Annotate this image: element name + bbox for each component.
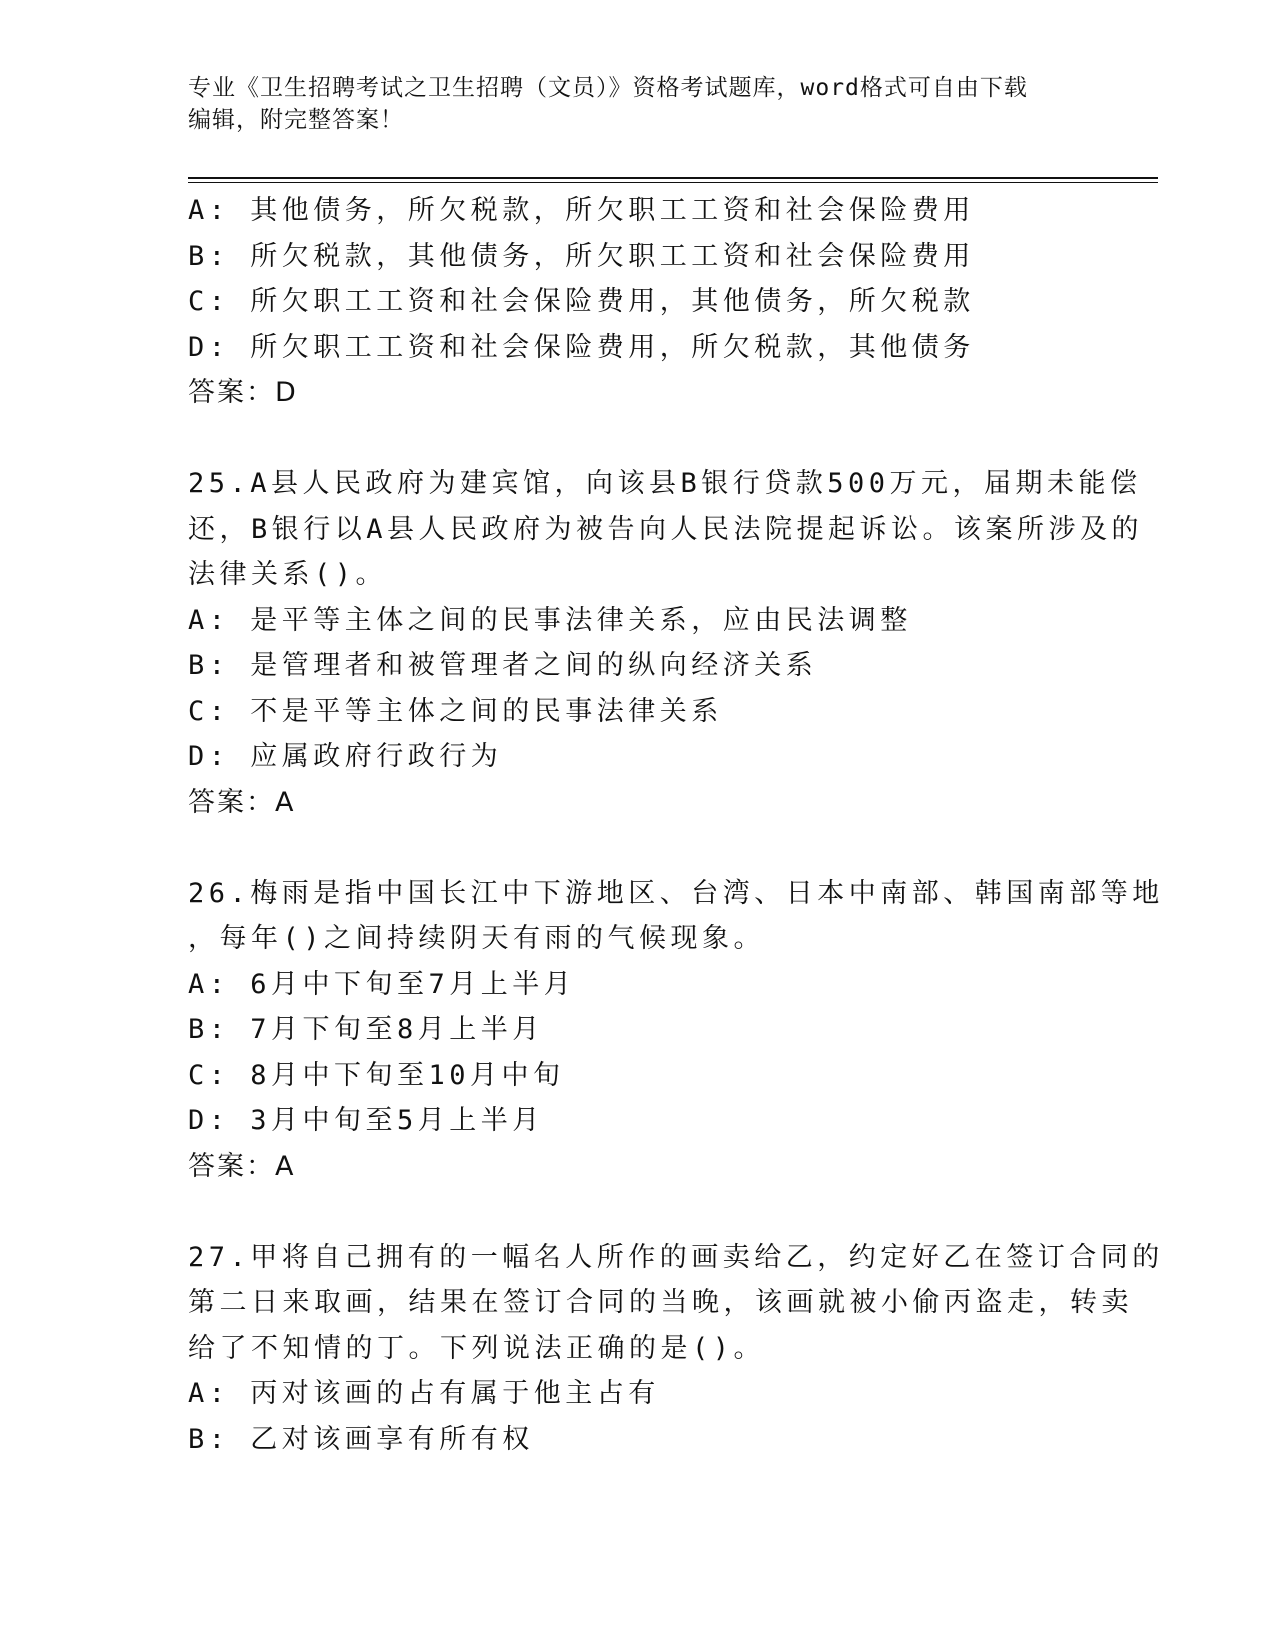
question-stem-line: 27.甲将自己拥有的一幅名人所作的画卖给乙，约定好乙在签订合同的 bbox=[188, 1241, 1164, 1273]
question-26 bbox=[188, 871, 1164, 1190]
question-list bbox=[188, 188, 1164, 1462]
option-c: C: 所欠职工工资和社会保险费用，其他债务，所欠税款 bbox=[188, 286, 975, 317]
option-a: A: 丙对该画的占有属于他主占有 bbox=[188, 1378, 660, 1409]
question-27 bbox=[188, 1235, 1164, 1463]
question-stem-line: 第二日来取画，结果在签订合同的当晚，该画就被小偷丙盗走，转卖 bbox=[188, 1287, 1133, 1318]
question-stem-line: 25.A县人民政府为建宾馆，向该县B银行贷款500万元，届期未能偿 bbox=[188, 468, 1142, 499]
question-stem-line: 还，B银行以A县人民政府为被告向人民法院提起诉讼。该案所涉及的 bbox=[188, 513, 1144, 545]
question-stem-line: ，每年()之间持续阴天有雨的气候现象。 bbox=[188, 923, 766, 954]
question-stem-line: 26.梅雨是指中国长江中下游地区、台湾、日本中南部、韩国南部等地 bbox=[188, 877, 1164, 909]
option-d: D: 3月中旬至5月上半月 bbox=[188, 1105, 544, 1136]
option-b: B: 所欠税款，其他债务，所欠职工工资和社会保险费用 bbox=[188, 240, 975, 272]
answer: 答案：A bbox=[188, 786, 296, 818]
answer: 答案：D bbox=[188, 377, 298, 408]
header-divider-thick bbox=[188, 177, 1158, 179]
spacer bbox=[188, 825, 1088, 871]
header-line-1: 专业《卫生招聘考试之卫生招聘（文员）》资格考试题库，word格式可自由下载 bbox=[188, 75, 1028, 101]
option-d: D: 所欠职工工资和社会保险费用，所欠税款，其他债务 bbox=[188, 331, 975, 363]
spacer bbox=[188, 1189, 1088, 1235]
option-b: B: 7月下旬至8月上半月 bbox=[188, 1014, 544, 1045]
header-divider-thin bbox=[188, 182, 1158, 183]
option-a: A: 是平等主体之间的民事法律关系，应由民法调整 bbox=[188, 604, 912, 636]
document-header bbox=[188, 72, 1088, 136]
option-b: B: 乙对该画享有所有权 bbox=[188, 1423, 534, 1455]
question-stem-line: 法律关系()。 bbox=[188, 559, 388, 590]
question-24 bbox=[188, 188, 1088, 416]
option-c: C: 不是平等主体之间的民事法律关系 bbox=[188, 695, 723, 727]
question-25 bbox=[188, 461, 1144, 825]
option-a: A: 其他债务，所欠税款，所欠职工工资和社会保险费用 bbox=[188, 195, 975, 226]
header-line-2: 编辑，附完整答案！ bbox=[188, 107, 404, 133]
option-a: A: 6月中下旬至7月上半月 bbox=[188, 968, 576, 1000]
answer: 答案：A bbox=[188, 1150, 296, 1182]
option-b: B: 是管理者和被管理者之间的纵向经济关系 bbox=[188, 650, 818, 681]
option-d: D: 应属政府行政行为 bbox=[188, 741, 503, 772]
option-c: C: 8月中下旬至10月中旬 bbox=[188, 1059, 565, 1091]
question-stem-line: 给了不知情的丁。下列说法正确的是()。 bbox=[188, 1332, 766, 1364]
spacer bbox=[188, 416, 1088, 462]
